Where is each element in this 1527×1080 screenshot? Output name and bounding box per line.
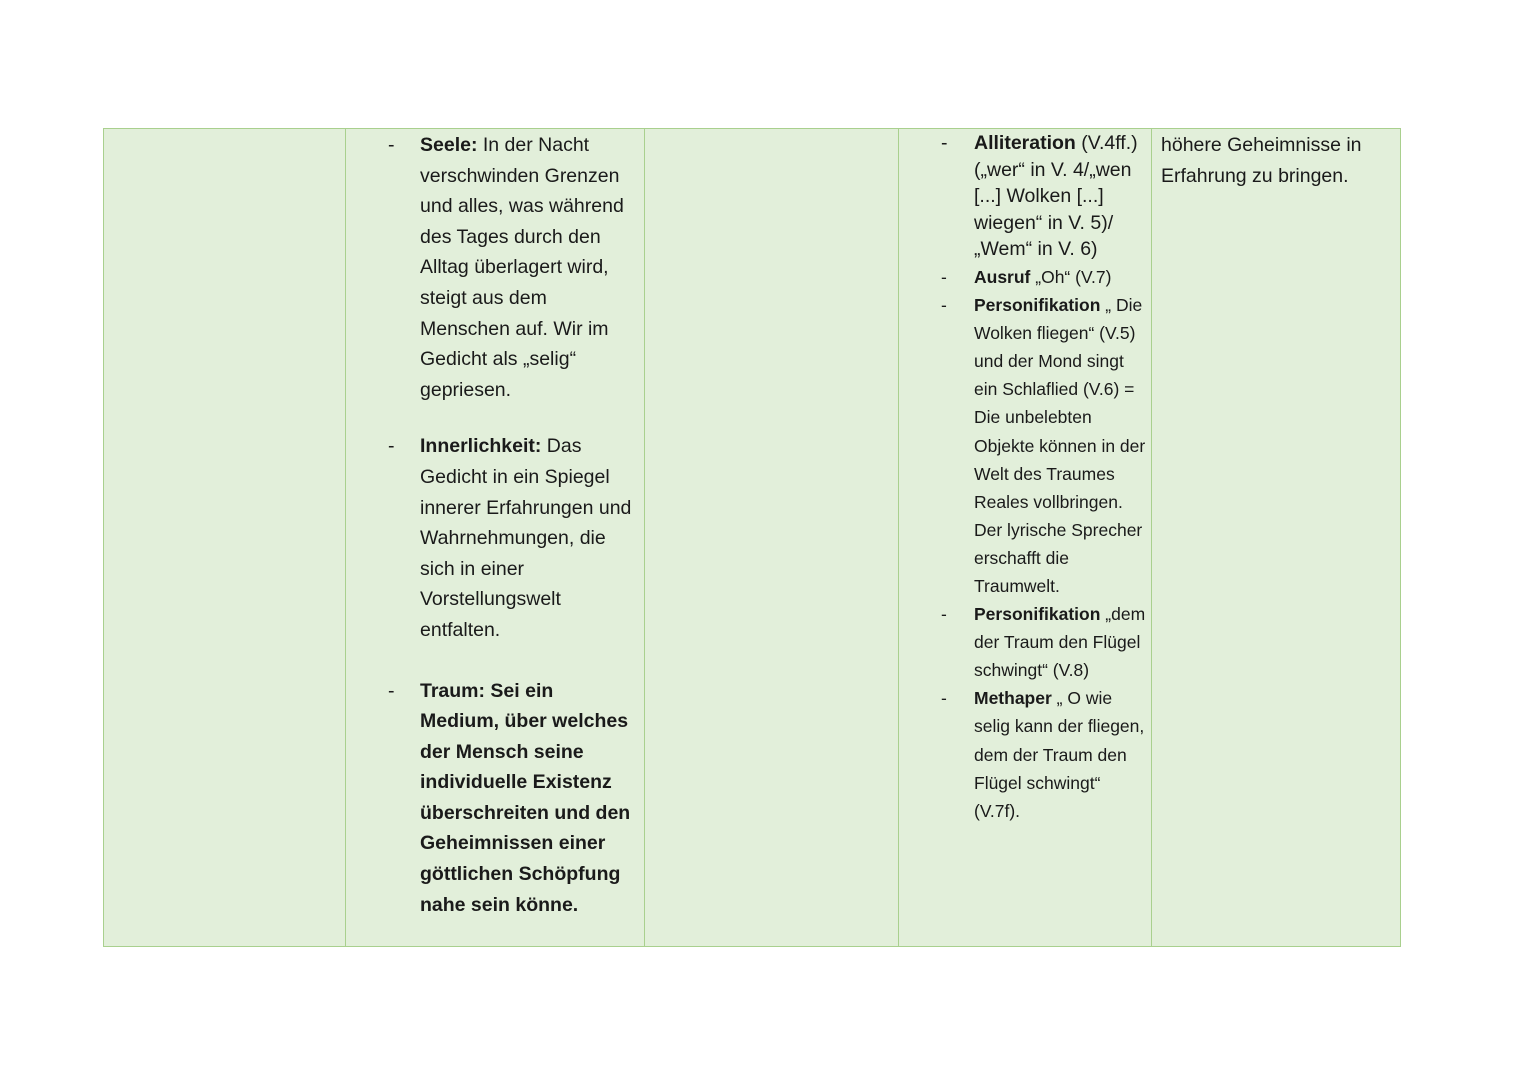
bullet-dash: - (941, 604, 947, 625)
table-cell-col4 (899, 129, 1152, 946)
bullet-dash: - (388, 134, 395, 156)
table-cell-col5 (1152, 129, 1400, 946)
bullet-dash: - (388, 679, 395, 702)
list-item (346, 431, 645, 645)
col5-text: höhere Geheimnisse in Erfahrung zu bringen. (1161, 134, 1362, 187)
table-cell-col1 (104, 129, 346, 946)
item-text: „Oh“ (V.7) (1030, 266, 1112, 287)
item-text: In der Nacht verschwinden Grenzen und alles, was während des Tages durch den Alltag überlagert wird, steigt aus dem Menschen auf. Wir im Gedicht als „selig“ gepriesen. (420, 134, 624, 401)
list-item (899, 291, 1152, 600)
table-cell-col2 (346, 129, 645, 946)
item-term: Seele: (420, 134, 478, 156)
stylistic-devices-list (899, 130, 1152, 825)
item-text: „ Die Wolken fliegen“ (V.5) und der Mond singt ein Schlaflied (V.6) = Die unbelebten Objekte können in der Welt des Traumes Reales vollbringen. Der lyrische Sprecher erschafft die Traumwelt. (974, 295, 1146, 596)
list-item (899, 600, 1152, 684)
bullet-dash: - (941, 295, 947, 316)
item-text: „ O wie selig kann der fliegen, dem der Traum den Flügel schwingt“ (V.7f). (974, 688, 1145, 821)
item-term: Innerlichkeit: (420, 435, 542, 458)
table-cell-col3 (645, 129, 899, 946)
list-item (899, 263, 1152, 291)
analysis-table (103, 128, 1401, 947)
item-text: Das Gedicht in ein Spiegel innerer Erfahrungen und Wahrnehmungen, die sich in einer Vorstellungswelt entfalten. (420, 435, 632, 641)
list-item (346, 130, 645, 405)
bullet-dash: - (388, 435, 395, 458)
bullet-dash: - (941, 266, 947, 287)
list-item (346, 676, 645, 921)
list-item (899, 130, 1152, 263)
item-text: „dem der Traum den Flügel schwingt“ (V.8) (974, 604, 1146, 681)
list-item (899, 684, 1152, 824)
bullet-dash: - (941, 688, 947, 709)
bullet-dash: - (941, 132, 948, 154)
item-term: Traum: Sei ein Medium, über welches der Mensch seine individuelle Existenz überschreiten und den Geheimnissen einer göttlichen Schöpfung nahe sein könne. (420, 679, 631, 916)
item-term: Ausruf (974, 266, 1031, 287)
item-term: Personifikation (974, 295, 1101, 316)
item-term: Personifikation (974, 604, 1101, 625)
item-term: Alliteration (974, 132, 1076, 154)
interpretation-list (346, 130, 645, 920)
item-term: Methaper (974, 688, 1052, 709)
item-text: (V.4ff.) („wer“ in V. 4/„wen [...] Wolken [...] wiegen“ in V. 5)/„Wem“ in V. 6) (974, 132, 1138, 261)
